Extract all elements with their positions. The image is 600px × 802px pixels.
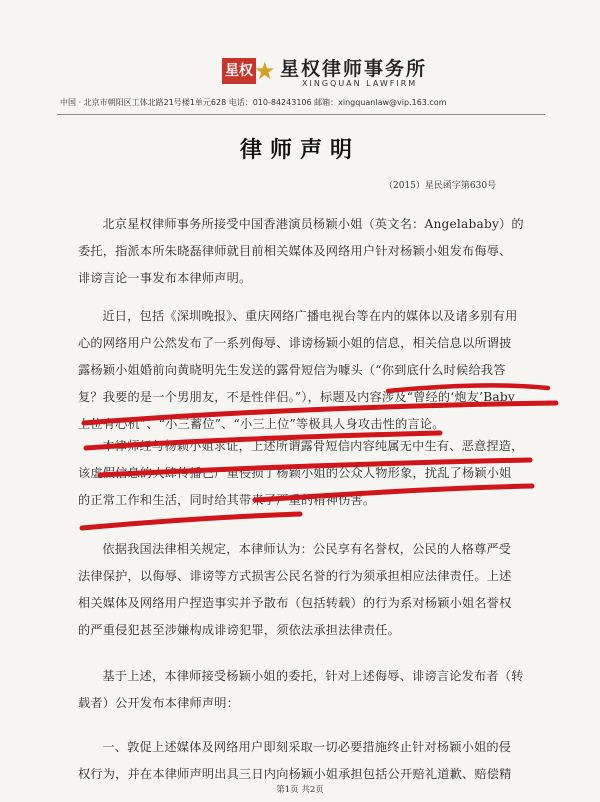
document-number: （2015）星民函字第630号	[384, 181, 497, 191]
paragraph-line: 诽谤言论一事发布本律师声明。	[78, 271, 252, 285]
paragraph-5	[78, 663, 526, 717]
paragraph-line: 一、敦促上述媒体及网络用户即刻采取一切必要措施终止针对杨颖小姐的侵	[102, 740, 512, 754]
paragraph-line: 权行为，并在本律师声明出具三日内向杨颖小姐承担包括公开赔礼道歉、赔偿精	[78, 767, 512, 781]
paragraph-line: 相关媒体及网络用户捏造事实并予散布（包括转载）的行为系对杨颖小姐名誉权	[78, 596, 512, 610]
document-title: 律师声明	[239, 137, 360, 163]
paragraph-line: 近日，包括《深圳晚报》、重庆网络广播电视台等在内的媒体以及诸多别有用	[102, 309, 518, 323]
firm-logo-mark: 星权	[222, 58, 256, 84]
paragraph-line: 该虚假信息的大肆传播已严重侵损了杨颖小姐的公众人物形象，扰乱了杨颖小姐	[78, 466, 512, 480]
paragraph-line: 复？我要的是一个男朋友，不是性伴侣。”），标题及内容涉及“曾经的‘炮友’Baby	[78, 390, 515, 404]
paragraph-line: 的严重侵犯甚至涉嫌构成诽谤犯罪，须依法承担法律责任。	[78, 623, 401, 637]
firm-name-en: XINGQUAN LAWFIRM	[302, 79, 418, 88]
paragraph-4	[78, 536, 526, 644]
paragraph-line: 心的网络用户公然发布了一系列侮辱、诽谤杨颖小姐的信息，相关信息以所谓披	[78, 336, 512, 350]
paragraph-line: 委托，指派本所朱晓磊律师就目前相关媒体及网络用户针对杨颖小姐发布侮辱、	[78, 244, 512, 258]
header-divider	[57, 114, 545, 115]
paragraph-line: 载者）公开发布本律师声明：	[78, 696, 240, 710]
paragraph-line: 基于上述，本律师接受杨颖小姐的委托，针对上述侮辱、诽谤言论发布者（转	[102, 669, 524, 683]
letterhead	[222, 52, 428, 92]
paragraph-line: 本律师经与杨颖小姐求证，上述所谓露骨短信内容纯属无中生有、恶意捏造，	[102, 439, 524, 453]
paragraph-line: 露杨颖小姐婚前向黄晓明先生发送的露骨短信为噱头（“你到底什么时候给我答	[78, 363, 506, 377]
paragraph-line: 上位有心机”、“小三蓄位”、“小三上位”等极具人身攻击性的言论。	[78, 417, 445, 431]
paragraph-3	[78, 433, 526, 514]
paragraph-line: 法律保护，以侮辱、诽谤等方式损害公民名誉的行为须承担相应法律责任。上述	[78, 569, 512, 583]
paragraph-line: 依据我国法律相关规定，本律师认为：公民享有名誉权，公民的人格尊严受	[102, 542, 512, 556]
red-underline-stroke	[82, 514, 300, 528]
paragraph-2	[78, 303, 526, 438]
paragraph-1	[78, 211, 526, 292]
paragraph-line: 的正常工作和生活，同时给其带来了严重的精神伤害。	[78, 493, 376, 507]
star-icon: ★	[254, 57, 276, 85]
paragraph-6	[78, 734, 526, 788]
contact-line: 中国 · 北京市朝阳区工体北路21号楼1单元628 电话：010-84243106 邮箱：xingquanlaw@vip.163.com	[60, 98, 447, 107]
page-footer: 第1页 共2页	[276, 785, 324, 795]
paragraph-line: 北京星权律师事务所接受中国香港演员杨颖小姐（英文名：Angelababy）的	[102, 217, 524, 231]
firm-name-cn: 星权律师事务所	[280, 58, 428, 80]
